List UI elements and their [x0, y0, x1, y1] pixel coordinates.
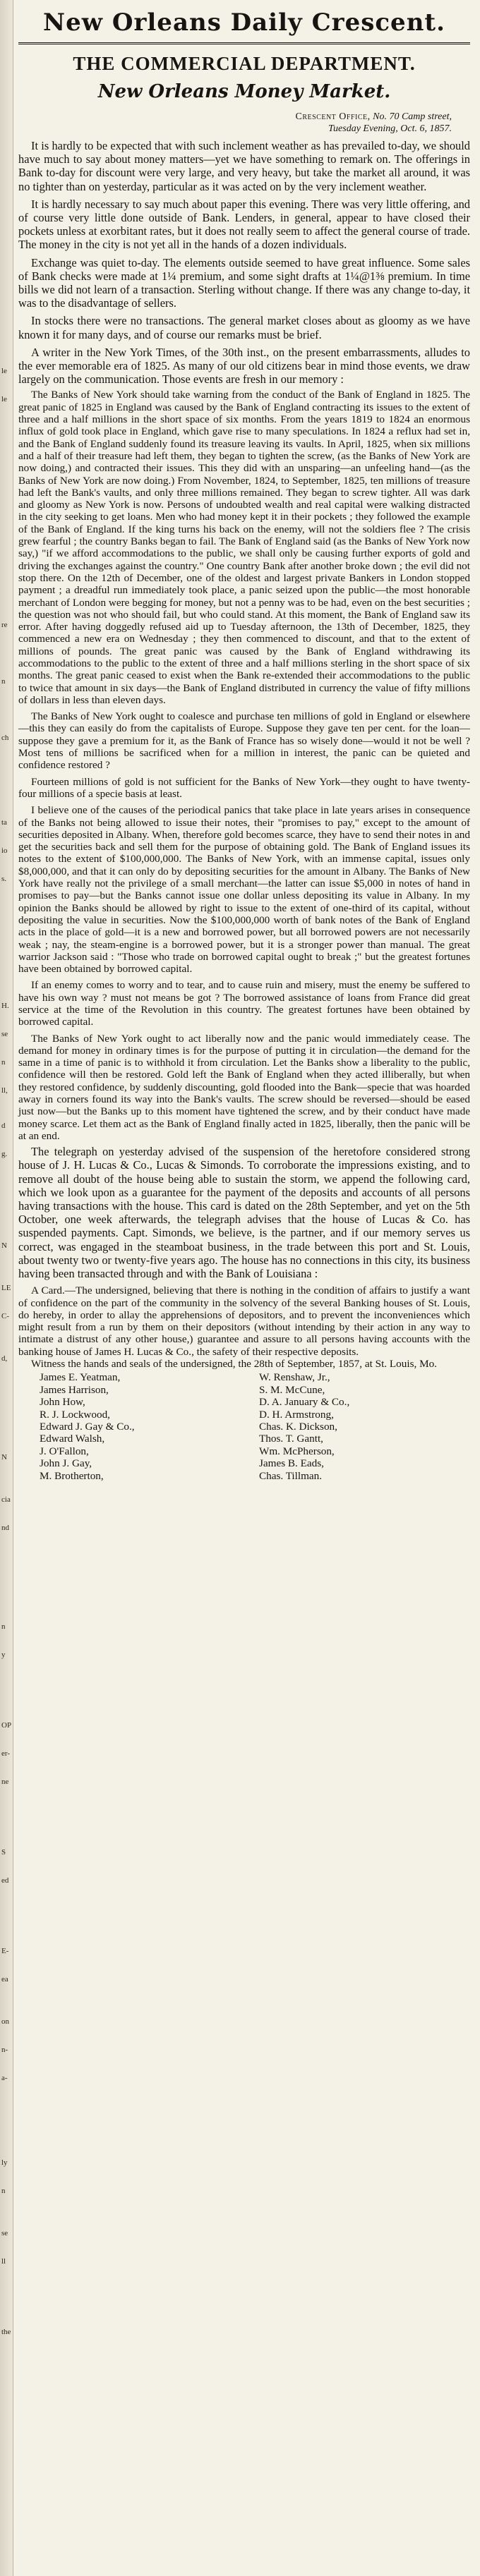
strip-fragment: y	[1, 1651, 6, 1659]
dateline-date: Tuesday Evening, Oct. 6, 1857.	[328, 123, 452, 134]
strip-fragment: er-	[1, 1749, 10, 1758]
strip-fragment: io	[1, 846, 8, 855]
strip-fragment: C-	[1, 1312, 9, 1320]
strip-fragment: H.	[1, 1002, 9, 1010]
signer-name: M. Brotherton,	[40, 1469, 104, 1482]
dateline	[18, 111, 470, 135]
telegraph-section	[18, 1145, 470, 1280]
strip-fragment: g.	[1, 1150, 8, 1158]
signer-name: James Harrison,	[40, 1383, 109, 1396]
paragraph: The Banks of New York ought to act liberally now and the panic would immediately cease. The demand for money in ordinary times is for the purpose of putting it in circulation—the demand for the same in a time of panic is to withhold it from circulation. Let the Banks show a liberality to the public, confidence will then be restored. Gold left the Bank of England when they acted illiberally, but when they restored confidence, by suddenly discounting, gold flooded into the Bank—specie that was hoarded away in corners found its way into the Bank's vaults. The screw should be reversed—should be eased just now—but the Banks up to this moment have tightened the screw, and by their conduct have made money scarce. Let them act as the Bank of England finally acted in 1825, liberally, then the panic will be at an end.	[18, 1032, 470, 1142]
signer-name: R. J. Lockwood,	[40, 1408, 110, 1421]
strip-fragment: n	[1, 2187, 6, 2195]
signer-name: D. A. January & Co.,	[259, 1396, 350, 1409]
strip-fragment: ta	[1, 818, 7, 827]
signatories-left	[40, 1371, 251, 1482]
strip-fragment: ea	[1, 1975, 8, 1983]
strip-fragment: n-	[1, 2046, 8, 2054]
paragraph: Exchange was quiet to-day. The elements outside seemed to have great influence. Some sales of Bank checks were made at 1¼ premium, and some sight drafts at 1¼@1⅜ premium. In time bills we did not learn of a transaction. Sterling without change. If there was any change to-day, it was to the disadvantage of sellers.	[18, 255, 470, 310]
strip-fragment: ne	[1, 1778, 9, 1786]
strip-fragment: ly	[1, 2158, 8, 2167]
strip-fragment: se	[1, 2229, 8, 2237]
paragraph: It is hardly to be expected that with such inclement weather as has prevailed to-day, we should have much to say about money matters—yet we have something to remark on. The offerings in Bank to-day for discount were very large, and very heavy, but take the market all around, it was no tighter than on yesterday, particular as it was acted on by the very inclement weather.	[18, 139, 470, 193]
paragraph: It is hardly necessary to say much about paper this evening. There was very little offering, and of course very little done outside of Bank. Lenders, in general, appear to have closed their pockets unless at exorbitant rates, but it does not really seem to affect the general course of trade. The money in the city is not yet all in the hands of a dozen individuals.	[18, 197, 470, 252]
signer-name: Chas. K. Dickson,	[259, 1421, 337, 1433]
strip-fragment: N	[1, 1241, 7, 1250]
paragraph: The Banks of New York ought to coalesce and purchase ten millions of gold in England or elsewhere—this they can easily do from the capitalists of Europe. Suppose they gave ten per cent. for the loan—suppose they gave a premium for it, as the Bank of France has so wisely done—would it not be well ? Most tens of millions be sacrificed when for a million in interest, the panic can be quieted and confidence restored ?	[18, 710, 470, 772]
strip-fragment: LE	[1, 1284, 11, 1292]
paragraph: A writer in the New York Times, of the 30th inst., on the present embarrassments, alludes to the ever memorable era of 1825. As many of our old citizens bear in mind those events, we draw largely on the communication. Those events are fresh in our memory :	[18, 345, 470, 387]
strip-fragment: ll,	[1, 1086, 8, 1095]
signer-name: J. O'Fallon,	[40, 1445, 89, 1457]
strip-fragment: le	[1, 367, 7, 375]
signer-name: Wm. McPherson,	[259, 1445, 335, 1457]
strip-fragment: a-	[1, 2074, 8, 2082]
signer-name: S. M. McCune,	[259, 1383, 325, 1396]
paragraph: I believe one of the causes of the periodical panics that take place in late years arises in consequence of the Banks not being allowed to issue their notes, their "promises to pay," except to the amount of securities deposited in Albany. When, therefore gold becomes scarce, they have to send their notes in and get the securities back and sell them for the purpose of obtaining gold. The Bank of England issues its notes to the extent of $100,000,000. The Banks of New York, with an immense capital, issues only $8,000,000, and that it can only do by depositing securities for the amount in Albany. The Banks of New York have really not the privilege of a small merchant—the latter can issue $5,000 in notes of hand in promises to pay—but the Banks cannot issue one dollar unless depositing its value in Albany. In my opinion the Banks should be allowed by right to issue to the extent of one-third of its capital, without depositing the value in securities. Now the $100,000,000 worth of bank notes of the Bank of England acts in the place of gold—it is a new and borrowed power, but all borrowed powers are not necessarily weak ; nay, the steam-engine is a borrowed power, but it is a stronger power than manual. The great warrior Jackson said : "Those who trade on borrowed capital ought to break ;" but the greatest fortunes have been obtained by borrowed capital.	[18, 804, 470, 976]
signatories	[18, 1371, 470, 1482]
signer-name: Edward J. Gay & Co.,	[40, 1421, 135, 1433]
signer-name: James B. Eads,	[259, 1457, 324, 1470]
strip-fragment: se	[1, 1030, 8, 1038]
strip-fragment: the	[1, 2328, 11, 2336]
strip-fragment: S	[1, 1848, 6, 1857]
card-section	[18, 1284, 470, 1370]
paragraph: The telegraph on yesterday advised of the suspension of the heretofore considered strong house of J. H. Lucas & Co., Lucas & Simonds. To corroborate the impressions existing, and to remove all doubt of the house being able to sustain the storm, we append the following card, which we look upon as a guarantee for the payment of the deposits and accounts of all persons having transactions with the house. This card is dated on the 28th September, and yet on the 5th October, one week afterwards, the telegraph advises that the house of Lucas & Co. has suspended payments. Capt. Simonds, we believe, is the partner, and if our memory serves us correct, was engaged in the steamboat business, in the trade between this port and St. Louis, about twenty two or twenty-five years ago. The house has no connections in this city, its business having been transacted through and with the Bank of Louisiana :	[18, 1145, 470, 1281]
signer-name: Thos. T. Gantt,	[259, 1433, 323, 1445]
paragraph: If an enemy comes to worry and to tear, and to cause ruin and misery, must the enemy be suffered to have his own way ? must not means be got ? The borrowed assistance of loans from France did great service at the time of the Revolution in this country. The greatest fortunes have been obtained by borrowed capital.	[18, 979, 470, 1028]
paragraph: A Card.—The undersigned, believing that there is nothing in the condition of affairs to justify a want of confidence on the part of the community in the solvency of the several Banking houses of St. Louis, do hereby, in order to allay the apprehensions of depositors, and to prevent the inconveniences which might result from a run by them on their depositors (without intending by their action in any way to intimate a distrust of any other house,) guarantee and assure to all persons having accounts with the banking house of James H. Lucas & Co., the safety of their respective deposits.	[18, 1284, 470, 1358]
strip-fragment: ll	[1, 2257, 6, 2266]
paragraph: The Banks of New York should take warning from the conduct of the Bank of England in 1825. The great panic of 1825 in England was caused by the Bank of England contracting its issues to the extent of three and a half millions in the short space of six months. From the years 1819 to 1824 an enormous influx of gold took place in England, which gave rise to many speculations. In 1824 a reflux had set in, and the Bank of England suddenly found its treasure leaving its vaults. In April, 1825, when six millions and a half of their treasure had left them, they began to tighten the screw, (as the Banks of New York are now doing,) and contracted their issues. This they did with an unsparing—an unfeeling hand—(as the Banks of New York are now doing.) From November, 1824, to September, 1825, ten millions of treasure had left the Bank's vaults, and only three millions remained. They began to screw tighter. All was dark and gloomy as New York is now. Persons of undoubted wealth and real capital were walking distracted in the city seeking to get loans. Men who had money kept it in their pockets ; they followed the example of the Bank of England. If the king turns his back on the enemy, will not the soldiers flee ? The crisis grew fearful ; the country Banks began to fail. The Bank of England said (as the Banks of New York now say,) "if we afford accommodations to the public, we shall only be causing further exports of gold and driving the exchanges against the country." One country Bank after another broke down ; the evil did not stop there. On the 12th of December, one of the oldest and largest private Bankers in London stopped payment ; a dreadful run immediately took place, a panic seized upon the public—the most honorable merchant of London were begging for money, but not a penny was to be had, even on the best securities ; the question was not who should fail, but who could stand. At this moment, the Bank of England saw its error. After having doggedly refused aid up to Tuesday afternoon, the 13th of December, 1825, they commenced a new era on Wednesday ; they then commenced to discount, and that to the extent of millions of pounds. The great panic was caused by the Bank of England withdrawing its accommodations to the public to the extent of three and a half millions sterling in the short space of six months. The great panic ceased to exist when the Bank re-extended their accommodations to the public to twice that amount in six days—the Bank of England distributed in currency the value of fifty millions of dollars in less than eleven days.	[18, 389, 470, 706]
signatories-right	[259, 1371, 470, 1482]
strip-fragment: cia	[1, 1495, 11, 1504]
strip-fragment: n	[1, 1058, 6, 1067]
signer-name: John How,	[40, 1396, 85, 1409]
strip-fragment: re	[1, 621, 8, 629]
signer-name: Chas. Tillman.	[259, 1469, 323, 1482]
signer-name: W. Renshaw, Jr.,	[259, 1371, 330, 1384]
masthead: New Orleans Daily Crescent.	[18, 7, 470, 44]
strip-fragment: s.	[1, 875, 7, 883]
strip-fragment: nd	[1, 1524, 9, 1532]
strip-fragment: d	[1, 1122, 6, 1130]
section-title: New Orleans Money Market.	[97, 81, 391, 102]
dateline-address: No. 70 Camp street,	[373, 111, 452, 122]
adjacent-column-strip	[0, 0, 13, 2576]
paragraph: Witness the hands and seals of the undersigned, the 28th of September, 1857, at St. Louis, Mo.	[31, 1358, 437, 1371]
strip-fragment: ed	[1, 1876, 9, 1885]
dateline-office: Crescent Office,	[295, 111, 371, 122]
strip-fragment: le	[1, 395, 7, 403]
commercial-column	[18, 0, 470, 1482]
quoted-letter	[18, 389, 470, 1142]
strip-fragment: n	[1, 1622, 6, 1631]
department-title: THE COMMERCIAL DEPARTMENT.	[73, 53, 416, 74]
signer-name: D. H. Armstrong,	[259, 1408, 334, 1421]
strip-fragment: d,	[1, 1354, 8, 1363]
strip-fragment: OP	[1, 1721, 12, 1730]
signer-name: James E. Yeatman,	[40, 1371, 121, 1384]
strip-fragment: E-	[1, 1947, 9, 1955]
intro-paragraphs	[18, 139, 470, 386]
paragraph: Fourteen millions of gold is not sufficient for the Banks of New York—they ought to have twenty-four millions of a specie basis at least.	[18, 775, 470, 800]
signer-name: Edward Walsh,	[40, 1433, 105, 1445]
strip-fragment: ch	[1, 734, 9, 742]
strip-fragment: n	[1, 677, 6, 686]
strip-fragment: N	[1, 1453, 7, 1462]
strip-fragment: on	[1, 2017, 9, 2026]
signer-name: John J. Gay,	[40, 1457, 92, 1470]
paragraph: In stocks there were no transactions. The general market closes about as gloomy as we have known it for many days, and of course our remarks must be brief.	[18, 314, 470, 341]
